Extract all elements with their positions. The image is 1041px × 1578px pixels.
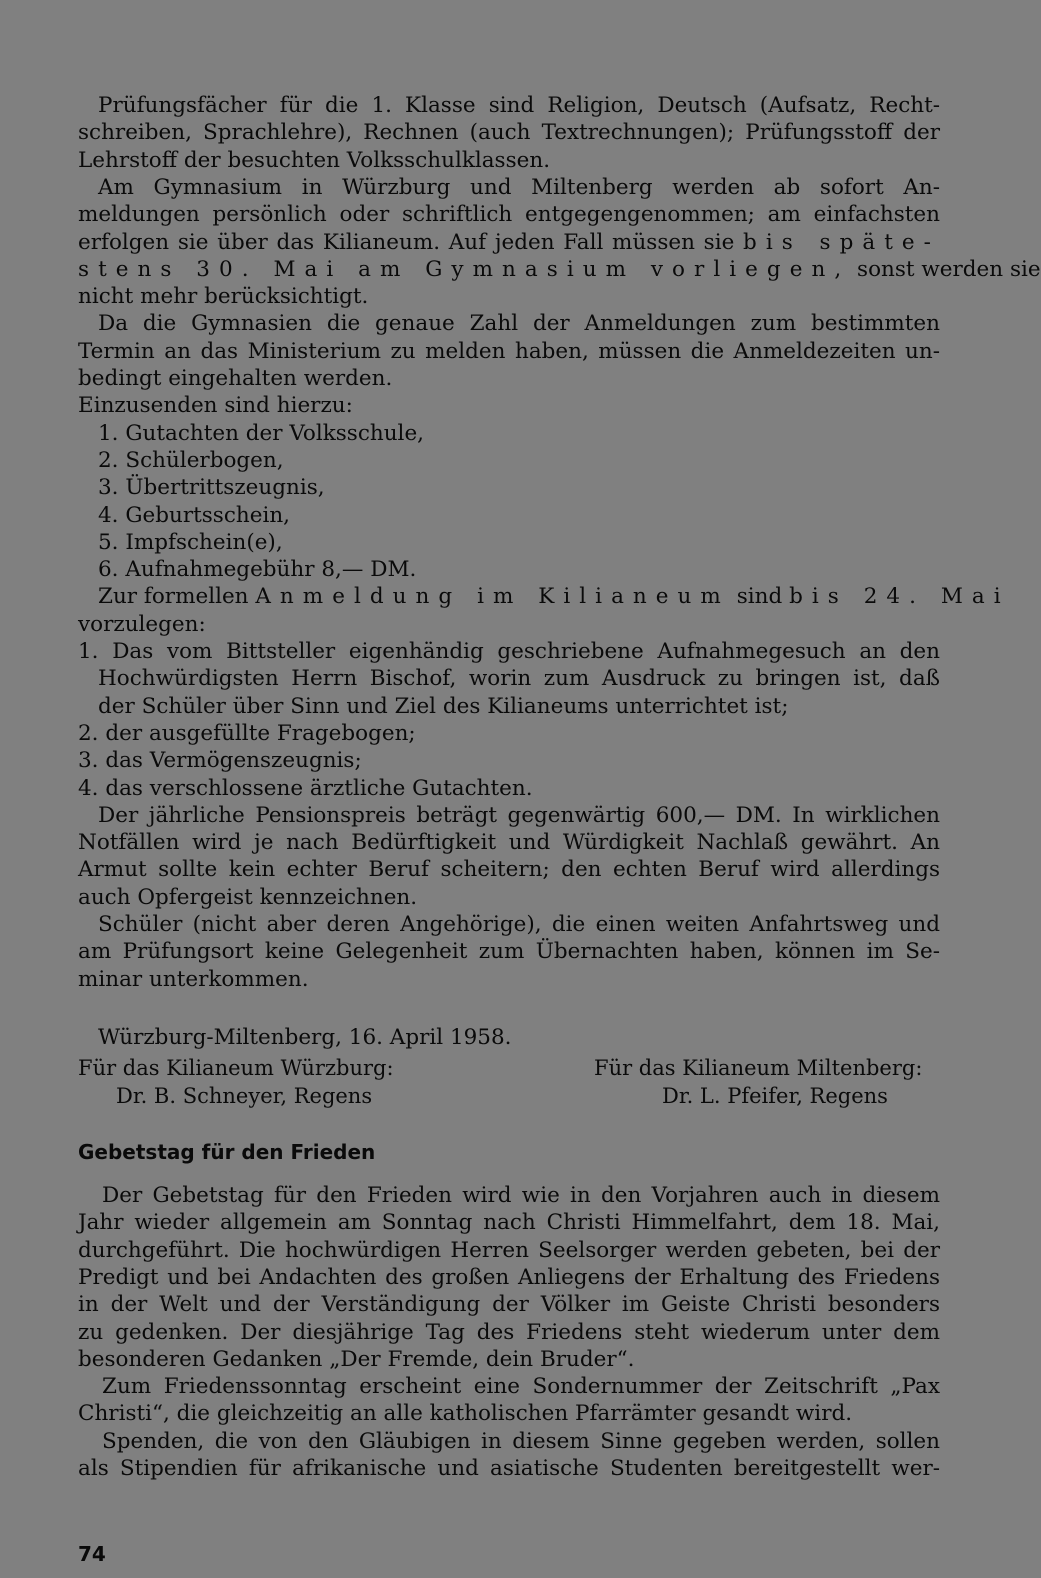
text-line <box>78 638 940 666</box>
text-run: Notfällen wird je nach Bedürftigkeit und Würdigkeit Nachlaß gewährt. An <box>78 830 940 856</box>
text-run: Termin an das Ministerium zu melden haben, müssen die Anmeldezeiten un- <box>78 338 940 364</box>
text-line <box>78 775 940 803</box>
text-line <box>78 829 940 857</box>
text-line <box>98 1024 940 1052</box>
text-run: bis späte- <box>743 229 940 255</box>
text-run: Jahr wieder allgemein am Sonntag nach Christi Himmelfahrt, dem 18. Mai, <box>78 1210 940 1236</box>
text-line <box>78 1237 940 1265</box>
text-line <box>98 92 940 120</box>
text-run: Predigt und bei Andachten des großen Anliegens der Erhaltung des Friedens <box>78 1264 940 1290</box>
text-run: meldungen persönlich oder schriftlich entgegengenommen; am einfachsten <box>78 202 940 228</box>
text-line <box>78 338 940 366</box>
text-run: sind <box>736 584 783 610</box>
text-run: Zum Friedenssonntag erscheint eine Sondernummer der Zeitschrift „Pax <box>102 1374 940 1400</box>
text-run: Armut sollte kein echter Beruf scheitern; den echten Beruf wird allerdings <box>78 857 940 883</box>
text-line <box>98 474 940 502</box>
text-run: 1. Gutachten der Volksschule, <box>98 420 424 446</box>
text-line <box>78 720 940 748</box>
text-run: 6. Aufnahmegebühr 8,— DM. <box>98 557 417 583</box>
text-run: Einzusenden sind hierzu: <box>78 393 353 419</box>
signature-right-name: Dr. L. Pfeifer, Regens <box>662 1084 888 1108</box>
text-line <box>98 174 940 202</box>
text-line <box>78 611 940 639</box>
text-line <box>98 529 940 557</box>
signature-left-name: Dr. B. Schneyer, Regens <box>116 1084 373 1108</box>
text-line <box>98 310 940 338</box>
text-run: zu gedenken. Der diesjährige Tag des Friedens steht wiederum unter dem <box>78 1319 940 1345</box>
text-line <box>78 1209 940 1237</box>
text-line <box>98 802 940 830</box>
text-run: erfolgen sie über das Kilianeum. Auf jeden Fall müssen sie <box>78 229 735 255</box>
text-run: am Prüfungsort keine Gelegenheit zum Übernachten haben, können im Se- <box>78 939 940 965</box>
text-run: der Schüler über Sinn und Ziel des Kilianeums unterrichtet ist; <box>98 693 789 719</box>
signature-left-org: Für das Kilianeum Würzburg: <box>78 1056 394 1080</box>
text-line <box>78 856 940 884</box>
text-line <box>78 229 940 257</box>
text-run: durchgeführt. Die hochwürdigen Herren Seelsorger werden gebeten, bei der <box>78 1237 940 1263</box>
text-run: sonst werden sie <box>857 256 1041 282</box>
text-line <box>78 392 940 420</box>
text-run: minar unterkommen. <box>78 966 309 992</box>
text-line <box>78 938 940 966</box>
text-run: Zur formellen <box>98 584 249 610</box>
text-run: Schüler (nicht aber deren Angehörige), die einen weiten Anfahrtsweg und <box>98 912 940 937</box>
text-line <box>78 119 940 147</box>
text-line <box>98 420 940 448</box>
text-run: 1. Das vom Bittsteller eigenhändig geschriebene Aufnahmegesuch an den <box>78 639 940 664</box>
text-run: Da die Gymnasien die genaue Zahl der Anmeldungen zum bestimmten <box>98 311 940 337</box>
text-line <box>78 1291 940 1319</box>
text-run: 3. Übertrittszeugnis, <box>98 475 325 501</box>
text-line <box>98 693 940 721</box>
text-line <box>78 283 940 311</box>
text-line <box>78 201 940 229</box>
text-line <box>98 583 1010 611</box>
text-run: besonderen Gedanken „Der Fremde, dein Bruder“. <box>78 1346 635 1372</box>
text-line <box>78 1400 940 1428</box>
text-line <box>102 1182 940 1210</box>
text-line <box>98 665 940 693</box>
text-line <box>98 911 940 939</box>
text-line <box>98 447 940 475</box>
text-run: Der jährliche Pensionspreis beträgt gegenwärtig 600,— DM. In wirklichen <box>98 802 940 828</box>
signature-right-org: Für das Kilianeum Miltenberg: <box>594 1056 923 1080</box>
text-run: schreiben, Sprachlehre), Rechnen (auch Textrechnungen); Prüfungsstoff der <box>78 120 940 146</box>
text-run: Am Gymnasium in Würzburg und Miltenberg werden ab sofort An- <box>98 174 940 200</box>
text-line <box>78 147 940 175</box>
text-run: Christi“, die gleichzeitig an alle katholischen Pfarrämter gesandt wird. <box>78 1401 853 1427</box>
text-run: 2. Schülerbogen, <box>98 447 284 473</box>
text-run: Lehrstoff der besuchten Volksschulklassen. <box>78 147 551 173</box>
text-line <box>78 1455 940 1483</box>
text-line <box>78 365 940 393</box>
text-line <box>78 1346 940 1374</box>
text-line <box>78 966 940 994</box>
text-line <box>102 1373 940 1401</box>
text-line <box>78 1264 940 1292</box>
text-run: Spenden, die von den Gläubigen in diesem Sinne gegeben werden, sollen <box>102 1428 940 1454</box>
text-line <box>78 1319 940 1347</box>
text-line <box>98 556 940 584</box>
text-line <box>78 747 940 775</box>
text-run: Prüfungsfächer für die 1. Klasse sind Religion, Deutsch (Aufsatz, Recht- <box>98 93 940 118</box>
page-number: 74 <box>78 1542 106 1566</box>
text-run: in der Welt und der Verständigung der Völker im Geiste Christi besonders <box>78 1292 940 1318</box>
text-line <box>98 502 940 530</box>
text-run: stens 30. Mai am Gymnasium vorliegen, <box>78 256 851 282</box>
text-run: bedingt eingehalten werden. <box>78 366 393 391</box>
text-run: 4. das verschlossene ärztliche Gutachten. <box>78 775 533 801</box>
text-run: Würzburg-Miltenberg, 16. April 1958. <box>98 1025 512 1050</box>
section-heading: Gebetstag für den Frieden <box>78 1140 376 1164</box>
text-run: nicht mehr berücksichtigt. <box>78 284 369 310</box>
text-run: Der Gebetstag für den Frieden wird wie in den Vorjahren auch in diesem <box>102 1183 940 1208</box>
text-run: vorzulegen: <box>78 611 206 637</box>
text-run: 4. Geburtsschein, <box>98 502 291 528</box>
text-run: auch Opfergeist kennzeichnen. <box>78 884 418 910</box>
text-run: Hochwürdigsten Herrn Bischof, worin zum Ausdruck zu bringen ist, daß <box>98 666 940 692</box>
text-run: bis 24. Mai <box>789 584 1010 610</box>
text-line <box>78 884 940 912</box>
text-run: 5. Impfschein(e), <box>98 529 283 555</box>
text-run: Anmeldung im Kilianeum <box>255 584 730 610</box>
text-line <box>78 256 1041 284</box>
text-run: als Stipendien für afrikanische und asiatische Studenten bereitgestellt wer- <box>78 1456 940 1481</box>
text-line <box>102 1428 940 1456</box>
text-run: 2. der ausgefüllte Fragebogen; <box>78 720 416 746</box>
text-run: 3. das Vermögenszeugnis; <box>78 748 362 774</box>
